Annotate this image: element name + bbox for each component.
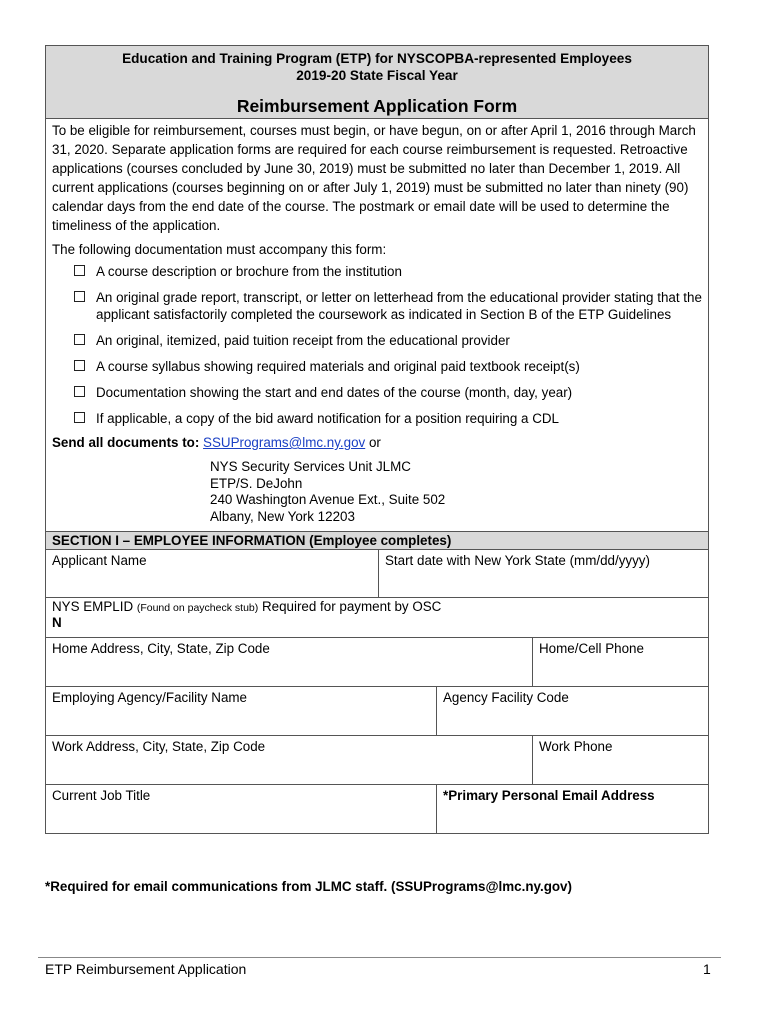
work-phone-field[interactable]: Work Phone <box>532 736 708 784</box>
checkbox[interactable] <box>74 334 85 345</box>
send-email-link[interactable]: SSUPrograms@lmc.ny.gov <box>203 435 366 450</box>
checklist-item: A course syllabus showing required materials and original paid textbook receipt(s) <box>74 358 702 375</box>
program-title: Education and Training Program (ETP) for NYSCOPBA-represented Employees <box>122 51 632 66</box>
mailing-address: NYS Security Services Unit JLMC ETP/S. DeJohn 240 Washington Avenue Ext., Suite 502 Albany, New York 12203 <box>210 459 446 524</box>
form-frame <box>45 45 709 834</box>
home-phone-field[interactable]: Home/Cell Phone <box>532 638 708 686</box>
work-row <box>46 736 708 785</box>
job-row <box>46 785 708 833</box>
form-title: Reimbursement Application Form <box>236 96 518 116</box>
agency-code-field[interactable]: Agency Facility Code <box>436 687 708 735</box>
checklist-item: Documentation showing the start and end dates of the course (month, day, year) <box>74 384 702 401</box>
emplid-prefix: N <box>52 615 62 631</box>
checkbox[interactable] <box>74 291 85 302</box>
applicant-row <box>46 550 708 598</box>
section1-title: SECTION I – EMPLOYEE INFORMATION (Employee completes) <box>46 531 708 550</box>
emplid-row <box>46 598 708 638</box>
intro-section <box>46 119 708 531</box>
checkbox[interactable] <box>74 360 85 371</box>
applicant-name-field[interactable]: Applicant Name <box>52 553 147 569</box>
agency-row <box>46 687 708 736</box>
fiscal-year: 2019-20 State Fiscal Year <box>296 68 458 83</box>
checklist-item: A course description or brochure from the institution <box>74 263 702 280</box>
email-footnote: *Required for email communications from JLMC staff. (SSUPrograms@lmc.ny.gov) <box>45 879 572 894</box>
start-date-field[interactable]: Start date with New York State (mm/dd/yyyy) <box>378 550 708 597</box>
email-field[interactable]: *Primary Personal Email Address <box>436 785 708 833</box>
work-address-field[interactable]: Work Address, City, State, Zip Code <box>52 739 266 755</box>
checkbox[interactable] <box>74 265 85 276</box>
agency-name-field[interactable]: Employing Agency/Facility Name <box>52 690 247 706</box>
checklist-item: An original grade report, transcript, or letter on letterhead from the educational provider stating that the applicant satisfactorily completed the coursework as indicated in Section B of the ETP Guidelines <box>74 289 702 323</box>
emplid-field[interactable]: NYS EMPLID (Found on paycheck stub) Required for payment by OSC N <box>46 598 708 637</box>
checkbox[interactable] <box>74 412 85 423</box>
checkbox[interactable] <box>74 386 85 397</box>
job-title-field[interactable]: Current Job Title <box>52 788 151 804</box>
documentation-lead: The following documentation must accompany this form: <box>52 242 387 257</box>
send-label: Send all documents to: <box>52 435 200 450</box>
footer-divider <box>38 957 721 958</box>
form-header <box>46 46 708 119</box>
eligibility-text: To be eligible for reimbursement, courses must begin, or have begun, on or after April 1, 2016 through March 31, 2020. Separate application forms are required for each course reimbursement is requested. Retroactive applications (courses concluded by June 30, 2019) must be submitted no later than December 1, 2019. All current applications (courses beginning on or after July 1, 2019) must be submitted no later than ninety (90) calendar days from the end date of the course. The postmark or email date will be used to determine the timeliness of the application. <box>52 123 696 233</box>
footer-title: ETP Reimbursement Application <box>45 961 247 977</box>
page-number: 1 <box>703 961 711 977</box>
checklist-item: If applicable, a copy of the bid award notification for a position requiring a CDL <box>74 410 702 427</box>
checklist-item: An original, itemized, paid tuition receipt from the educational provider <box>74 332 702 349</box>
home-address-field[interactable]: Home Address, City, State, Zip Code <box>52 641 270 657</box>
send-or: or <box>368 435 381 450</box>
documentation-checklist <box>74 263 702 427</box>
home-row <box>46 638 708 687</box>
send-documents-row <box>52 434 702 452</box>
